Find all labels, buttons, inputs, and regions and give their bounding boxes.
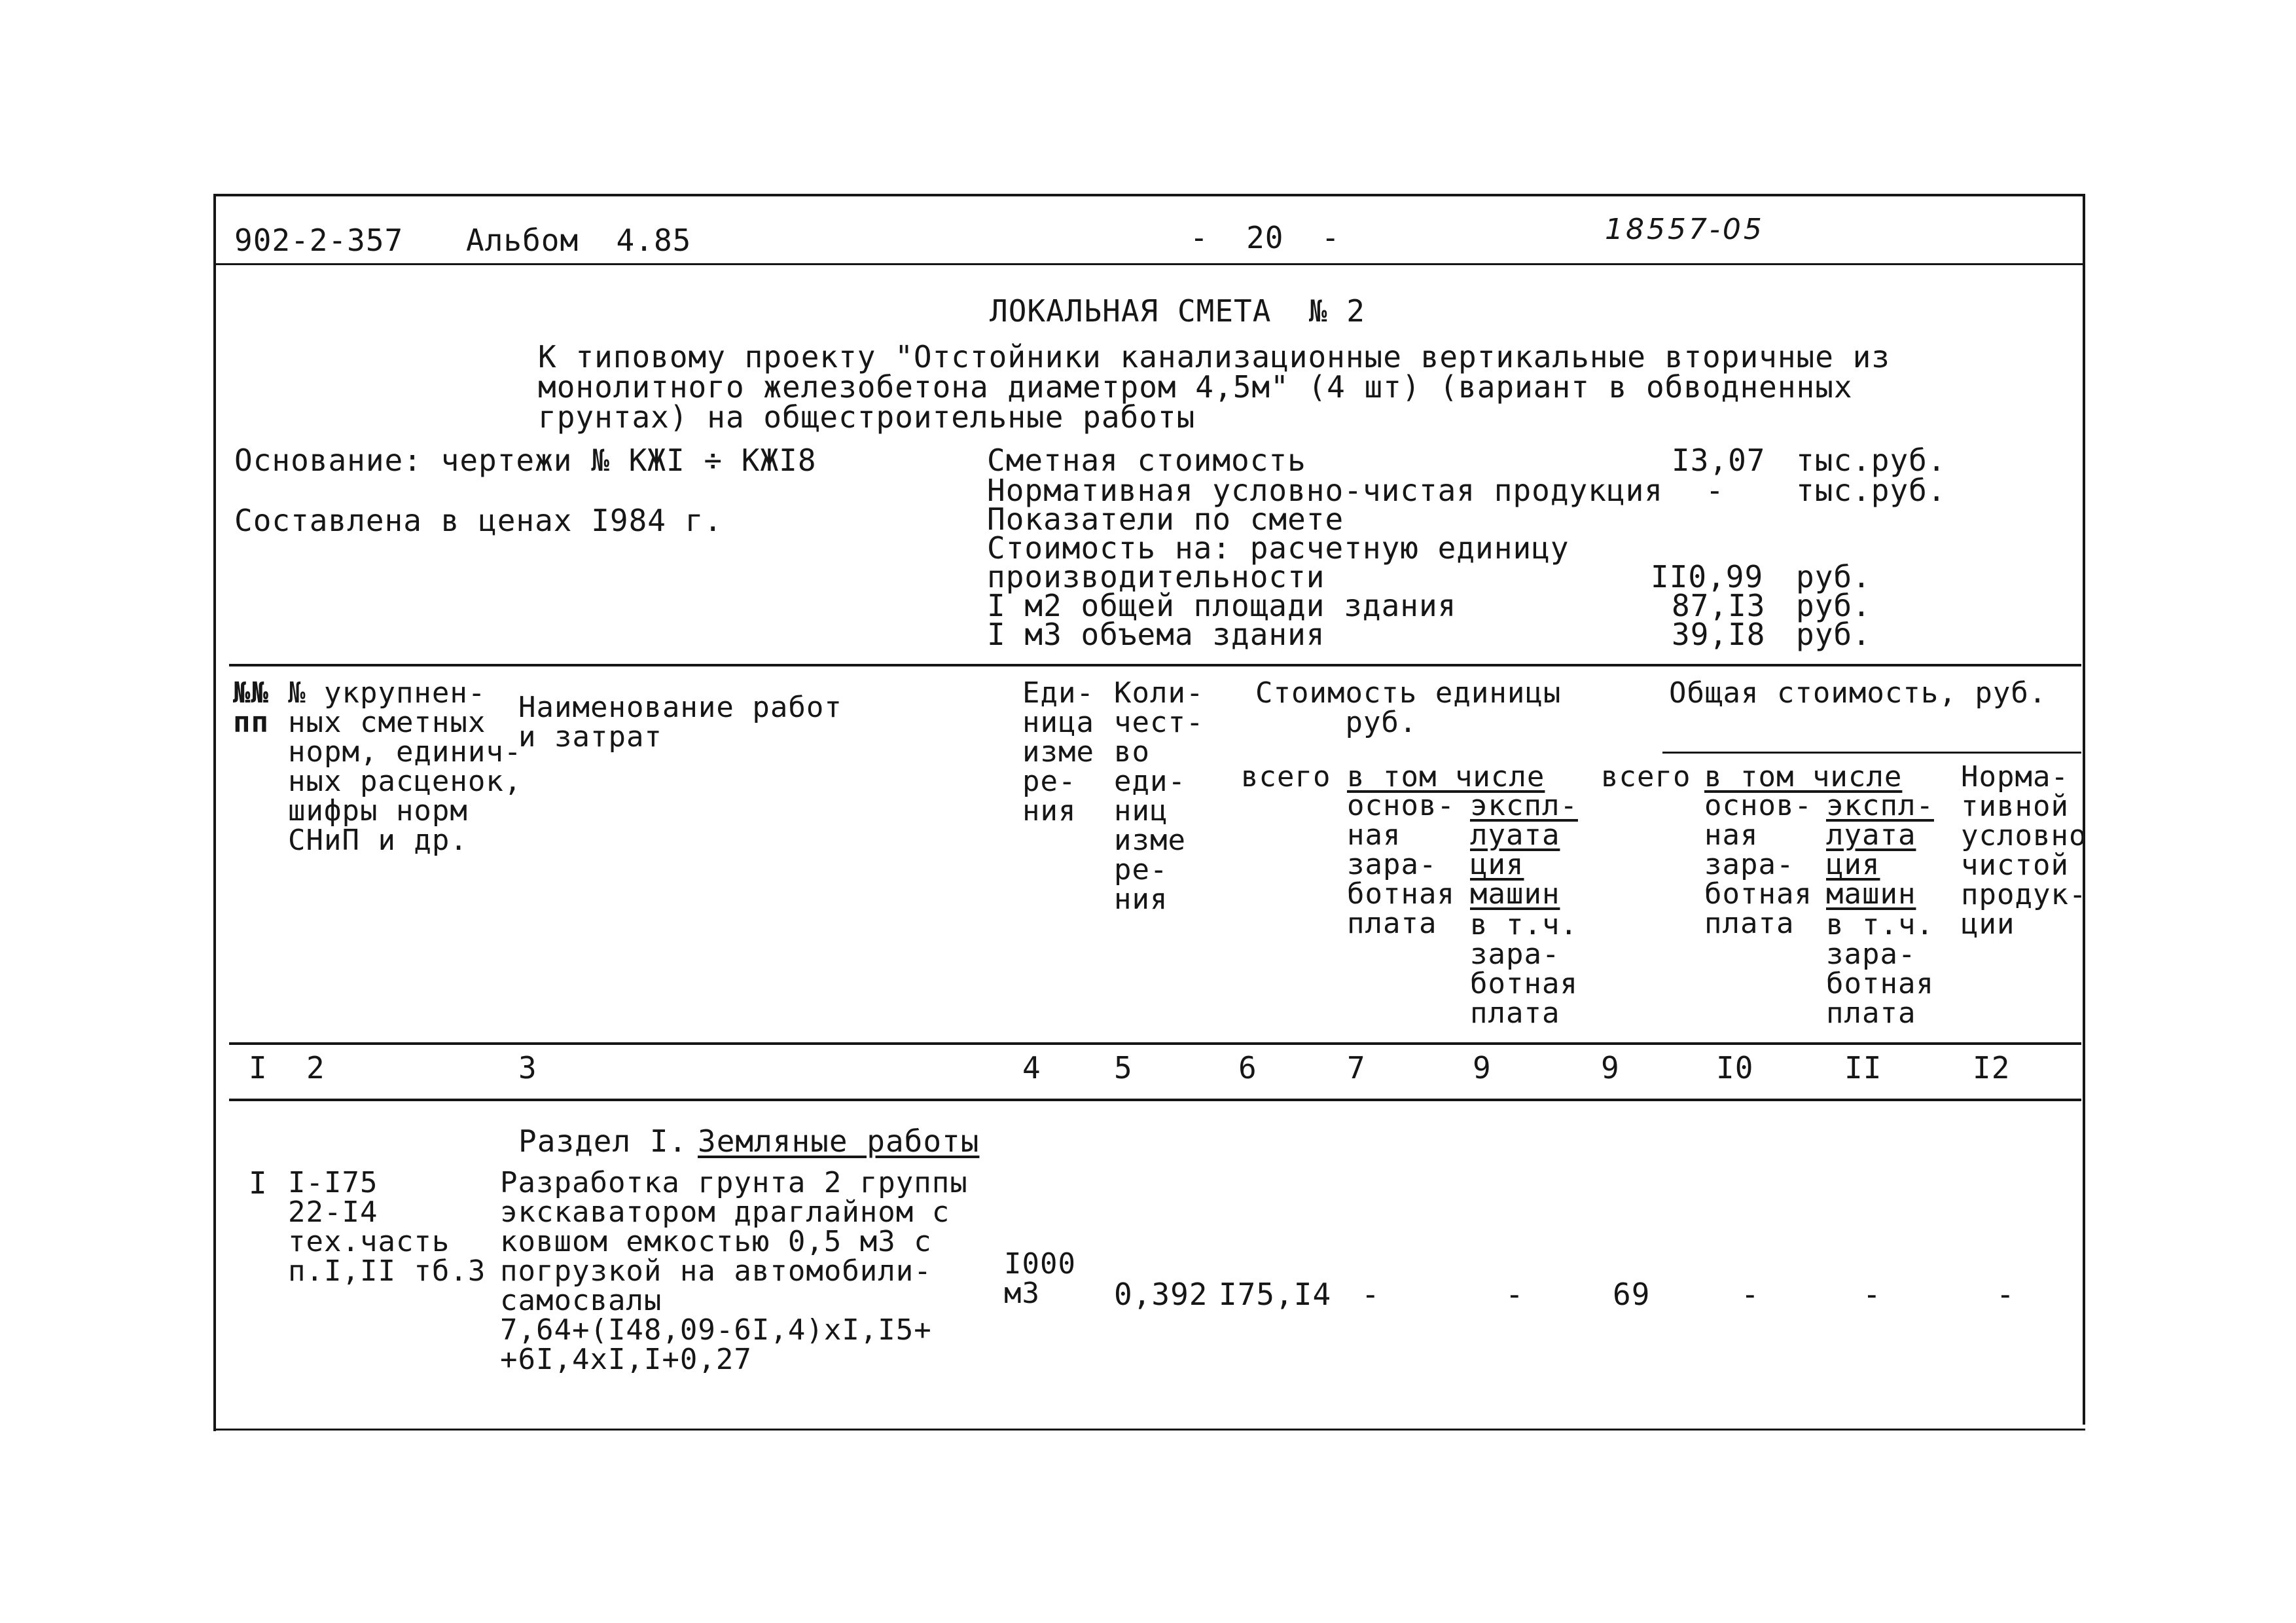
column-number: 6 bbox=[1238, 1050, 1257, 1085]
header-col-qty: Коли- чест- во еди- ниц изме ре- ния bbox=[1114, 676, 1204, 916]
column-number: I0 bbox=[1716, 1050, 1754, 1085]
indicator-unit: руб. bbox=[1796, 588, 1871, 623]
row-norm-net: - bbox=[1996, 1277, 2015, 1312]
header-total-machines-wages: в т.ч. зара- ботная плата bbox=[1826, 908, 1934, 1030]
table-top-rule bbox=[229, 664, 2081, 666]
frame-left bbox=[213, 194, 216, 1431]
basis-drawings: Основание: чертежи № КЖI ÷ КЖI8 bbox=[234, 443, 817, 478]
header-total-all: всего bbox=[1601, 760, 1691, 793]
column-number: 9 bbox=[1473, 1050, 1492, 1085]
section-prefix: Раздел I. bbox=[518, 1123, 688, 1159]
column-number: 5 bbox=[1114, 1050, 1133, 1085]
indicator-label: I м2 общей площади здания bbox=[987, 588, 1457, 623]
header-unit-machines-wages: в т.ч. зара- ботная плата bbox=[1470, 908, 1578, 1030]
header-total-cost: Общая стоимость, руб. bbox=[1669, 676, 2047, 710]
subtitle-line-2: монолитного железобетона диаметром 4,5м" (4 шт) (вариант в обводненных bbox=[538, 369, 1853, 405]
document-title: ЛОКАЛЬНАЯ СМЕТА № 2 bbox=[990, 293, 1365, 329]
basis-prices: Составлена в ценах I984 г. bbox=[234, 503, 723, 538]
header-norm-net: Норма- тивной условно чистой продук- ции bbox=[1961, 760, 2087, 941]
indicator-value: 39,I8 bbox=[1672, 617, 1766, 652]
indicator-value: 87,I3 bbox=[1672, 588, 1766, 623]
row-total-wages: - bbox=[1741, 1277, 1760, 1312]
header-col-num: №№ пп bbox=[233, 676, 269, 739]
indicator-unit: руб. bbox=[1796, 559, 1871, 594]
indicator-value: - bbox=[1706, 473, 1725, 508]
indicator-value: II0,99 bbox=[1651, 559, 1764, 594]
indicator-unit: тыс.руб. bbox=[1796, 443, 1946, 478]
column-number: 9 bbox=[1601, 1050, 1620, 1085]
indicator-label: Нормативная условно-чистая продукция bbox=[987, 473, 1663, 508]
column-number: II bbox=[1844, 1050, 1882, 1085]
row-name: Разработка грунта 2 группы экскаватором драглайном с ковшом емкостью 0,5 м3 с погрузкой на автомобили- самосвалы 7,64+(I48,09-6I,4)хI,I5+ +6I,4хI,I+0,27 bbox=[500, 1166, 968, 1376]
header-divider bbox=[215, 263, 2085, 265]
indicator-label: Показатели по смете bbox=[987, 501, 1344, 537]
indicator-unit: руб. bbox=[1796, 617, 1871, 652]
header-unit-wages: основ- ная зара- ботная плата bbox=[1347, 789, 1455, 940]
indicator-label: Сметная стоимость bbox=[987, 443, 1306, 478]
album-number: Альбом 4.85 bbox=[466, 223, 692, 258]
row-unit-total: I75,I4 bbox=[1219, 1277, 1332, 1312]
indicator-label: производительности bbox=[987, 559, 1325, 594]
column-number: 3 bbox=[518, 1050, 537, 1085]
frame-bottom bbox=[215, 1429, 2085, 1431]
header-unit-machines: экспл- луата ция машин bbox=[1470, 789, 1578, 911]
section-name: Земляные работы bbox=[698, 1123, 980, 1159]
header-col-unit: Еди- ница изме ре- ния bbox=[1022, 676, 1094, 828]
header-total-machines: экспл- луата ция машин bbox=[1826, 789, 1934, 911]
inventory-number: 18557-05 bbox=[1605, 213, 1765, 246]
row-unit-wages: - bbox=[1361, 1277, 1380, 1312]
header-unit-cost: Стоимость единицы руб. bbox=[1255, 676, 1562, 739]
indicator-unit: тыс.руб. bbox=[1796, 473, 1946, 508]
indicator-value: I3,07 bbox=[1672, 443, 1766, 478]
column-number: I2 bbox=[1973, 1050, 2011, 1085]
header-unit-incl: в том числе bbox=[1347, 760, 1545, 793]
subtitle-line-3: грунтах) на общестроительные работы bbox=[538, 399, 1196, 435]
row-number: I bbox=[249, 1165, 268, 1201]
row-total-machines: - bbox=[1863, 1277, 1882, 1312]
header-total-wages: основ- ная зара- ботная плата bbox=[1704, 789, 1812, 940]
header-total-incl: в том числе bbox=[1704, 760, 1903, 793]
indicator-label: I м3 объема здания bbox=[987, 617, 1325, 652]
indicator-label: Стоимость на: расчетную единицу bbox=[987, 530, 1570, 566]
frame-top bbox=[215, 194, 2085, 196]
row-qty: 0,392 bbox=[1114, 1277, 1208, 1312]
row-code: I-I75 22-I4 тех.часть п.I,II тб.3 bbox=[288, 1166, 486, 1288]
page-number: - 20 - bbox=[1190, 220, 1340, 255]
row-total: 69 bbox=[1613, 1277, 1651, 1312]
subtitle-line-1: К типовому проекту "Отстойники канализационные вертикальные вторичные из bbox=[538, 339, 1890, 374]
total-cost-underline bbox=[1662, 752, 2081, 754]
row-unit-machines: - bbox=[1505, 1277, 1524, 1312]
project-code: 902-2-357 bbox=[234, 223, 404, 258]
column-number: I bbox=[249, 1050, 268, 1085]
column-number: 4 bbox=[1022, 1050, 1041, 1085]
column-numbers-bottom-rule bbox=[229, 1099, 2081, 1101]
column-number: 7 bbox=[1347, 1050, 1366, 1085]
column-number: 2 bbox=[306, 1050, 325, 1085]
column-numbers-top-rule bbox=[229, 1042, 2081, 1045]
header-unit-all: всего bbox=[1241, 760, 1331, 793]
header-col-name: Наименование работ и затрат bbox=[518, 691, 842, 754]
row-unit: I000 м3 bbox=[1004, 1247, 1076, 1310]
header-col-code: № укрупнен- ных сметных норм, единич- ных расценок, шифры норм СНиП и др. bbox=[288, 676, 522, 857]
